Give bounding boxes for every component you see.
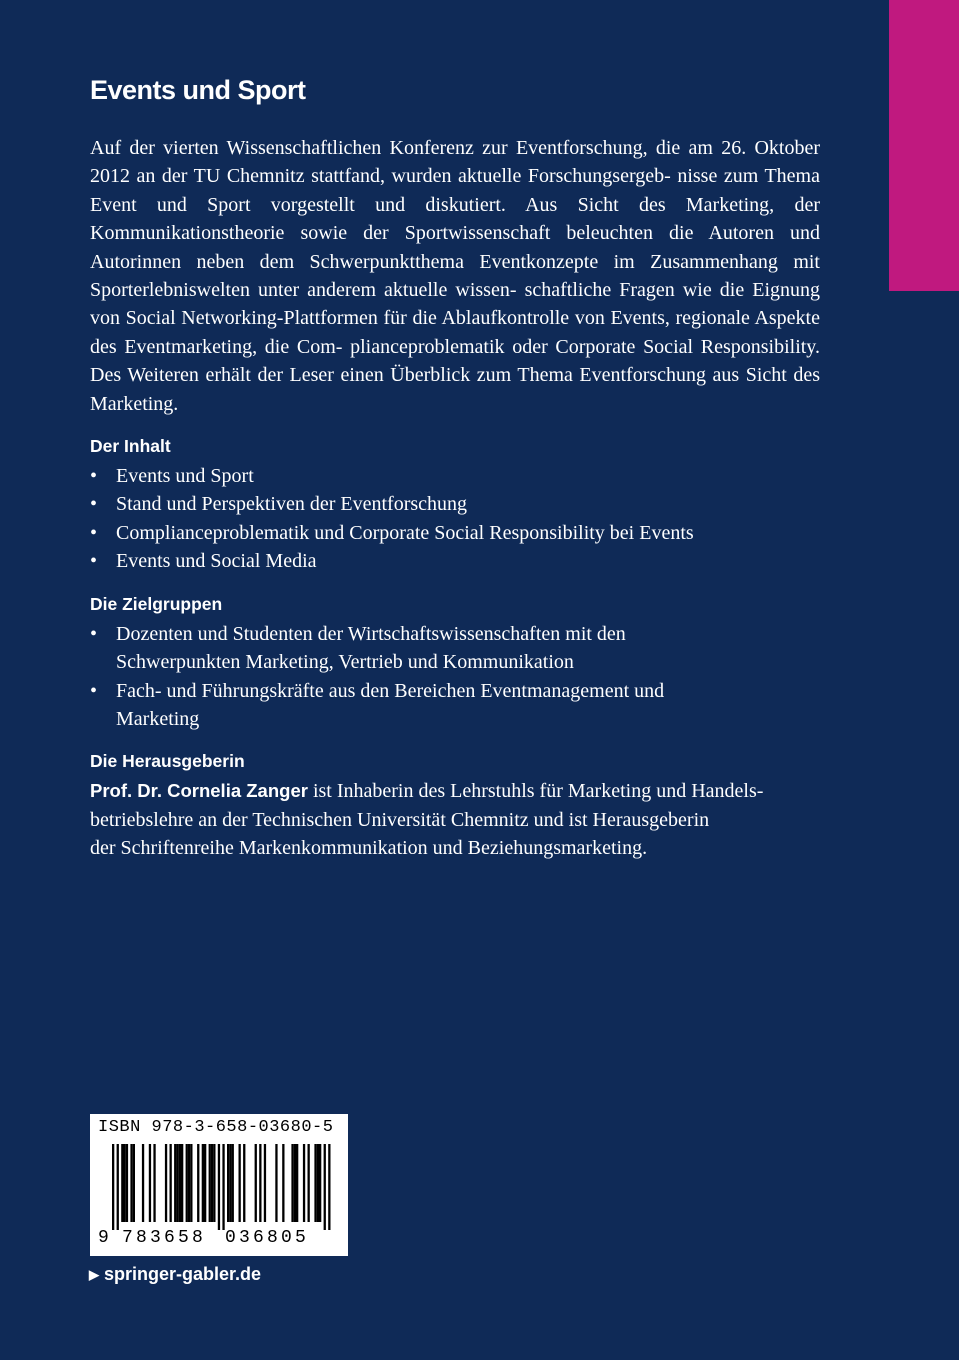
- barcode-bar: [142, 1144, 144, 1222]
- barcode-bar: [324, 1144, 326, 1230]
- editor-bio: Prof. Dr. Cornelia Zanger ist Inhaberin des Lehrstuhls für Marketing und Handels- betriebslehre an der Technischen Universität Chemnitz und ist Herausgeberin der Schriftenreihe Markenkommunikation und Beziehungsmarketing.: [90, 780, 764, 860]
- barcode-bar: [232, 1144, 234, 1222]
- barcode-bar: [121, 1144, 123, 1222]
- list-item: • Events und Sport: [90, 462, 820, 490]
- intro-paragraph: [90, 134, 820, 418]
- barcode-bar: [153, 1144, 155, 1222]
- barcode-bar: [130, 1144, 132, 1222]
- bullet-icon: •: [90, 622, 98, 645]
- barcode-bar: [308, 1144, 310, 1222]
- barcode-bar: [213, 1144, 215, 1222]
- isbn-label: ISBN 978-3-658-03680-5: [98, 1118, 334, 1137]
- intro-line: schaftliche Fragen wie die Eignung von Social Networking-Plattformen für die: [90, 279, 821, 330]
- barcode-bar: [317, 1144, 319, 1222]
- ean-left-digits: 783658: [122, 1228, 207, 1248]
- barcode-bar: [204, 1144, 206, 1222]
- inhalt-list: [90, 462, 820, 576]
- bullet-icon: •: [90, 550, 98, 573]
- list-item: • Fach- und Führungskräfte aus den Bereichen Eventmanagement und Marketing: [90, 677, 820, 734]
- barcode-bar: [197, 1144, 199, 1222]
- arrow-right-icon: ▶: [89, 1266, 99, 1282]
- isbn-barcode: [90, 1114, 348, 1256]
- barcode-bar: [170, 1144, 172, 1222]
- intro-line: Ablaufkontrolle von Events, regionale Aspekte des Eventmarketing, die Com-: [90, 307, 820, 358]
- barcode-bar: [165, 1144, 167, 1222]
- ean-first-digit: 9: [98, 1228, 109, 1248]
- barcode-bar: [133, 1144, 135, 1222]
- barcode-bar: [314, 1144, 316, 1222]
- barcode-bar: [211, 1144, 213, 1222]
- bullet-icon: •: [90, 493, 98, 516]
- intro-line: die Autoren und Autorinnen neben dem Schwerpunktthema Eventkonzepte: [90, 222, 820, 273]
- barcode-bar: [282, 1144, 284, 1222]
- barcode-bar: [294, 1144, 296, 1222]
- publisher-website[interactable]: [89, 1264, 261, 1285]
- barcode-bar: [259, 1144, 261, 1222]
- barcode-bar: [255, 1144, 257, 1222]
- book-title: Events und Sport: [90, 75, 306, 105]
- list-item: • Complianceproblematik und Corporate Social Responsibility bei Events: [90, 519, 820, 547]
- intro-line: nisse zum Thema Event und Sport vorgestellt und diskutiert. Aus Sicht des: [90, 165, 820, 216]
- section-heading-herausgeberin: Die Herausgeberin: [90, 751, 245, 772]
- list-item: • Dozenten und Studenten der Wirtschaftswissenschaften mit den Schwerpunkten Marketing, Vertrieb und Kommunikation: [90, 620, 820, 677]
- list-item: • Events und Social Media: [90, 547, 820, 575]
- ean-right-digits: 036805: [225, 1228, 310, 1248]
- barcode-bar: [264, 1144, 266, 1222]
- barcode-bar: [176, 1144, 178, 1222]
- barcode-bar: [190, 1144, 192, 1222]
- barcode-bar: [202, 1144, 204, 1222]
- barcode-bar: [188, 1144, 190, 1222]
- barcode-bar: [149, 1144, 151, 1222]
- barcode-bar: [296, 1144, 298, 1222]
- barcode-bar: [328, 1144, 330, 1230]
- barcode-bar: [229, 1144, 231, 1222]
- barcode-bar: [291, 1144, 293, 1222]
- barcode-bar: [179, 1144, 181, 1222]
- barcode-bar: [222, 1144, 224, 1230]
- barcode-bar: [275, 1144, 277, 1222]
- barcode-bar: [303, 1144, 305, 1222]
- section-heading-inhalt: Der Inhalt: [90, 436, 171, 457]
- barcode-bars: [90, 1144, 348, 1230]
- section-heading-zielgruppen: Die Zielgruppen: [90, 593, 223, 614]
- barcode-bar: [186, 1144, 188, 1222]
- intro-line: Marketing, der Kommunikationstheorie sowie der Sportwissenschaft beleuchten: [90, 193, 820, 245]
- website-url: springer-gabler.de: [104, 1264, 262, 1284]
- barcode-bar: [181, 1144, 183, 1222]
- back-cover-text: [90, 72, 820, 863]
- barcode-bar: [319, 1144, 321, 1222]
- barcode-bar: [239, 1144, 241, 1222]
- zielgruppen-list: [90, 620, 820, 734]
- intro-line: der Leser einen Überblick zum Thema Eventforschung aus Sicht des Marketing.: [90, 364, 821, 415]
- editor-name: Prof. Dr. Cornelia Zanger: [90, 780, 308, 802]
- barcode-bar: [243, 1144, 245, 1222]
- list-item: • Stand und Perspektiven der Eventforschung: [90, 490, 820, 518]
- intro-line: Auf der vierten Wissenschaftlichen Konferenz zur Eventforschung, die am 26.: [90, 137, 747, 159]
- barcode-bar: [209, 1144, 211, 1222]
- intro-line: im Zusammenhang mit Sporterlebniswelten unter anderem aktuelle wissen-: [90, 250, 820, 302]
- barcode-bar: [227, 1144, 229, 1222]
- barcode-bar: [174, 1144, 176, 1222]
- barcode-bar: [218, 1144, 220, 1230]
- bullet-icon: •: [90, 465, 98, 488]
- bullet-icon: •: [90, 679, 98, 702]
- intro-line: plianceproblematik oder Corporate Social Responsibility. Des Weiteren erhält: [90, 335, 821, 387]
- barcode-bar: [117, 1144, 119, 1230]
- magenta-accent-tab: [889, 0, 959, 291]
- barcode-bar: [124, 1144, 126, 1222]
- intro-line: Oktober 2012 an der TU Chemnitz stattfand, wurden aktuelle Forschungsergeb-: [90, 137, 821, 188]
- barcode-bar: [112, 1144, 114, 1230]
- bullet-icon: •: [90, 521, 98, 544]
- barcode-bar: [126, 1144, 128, 1222]
